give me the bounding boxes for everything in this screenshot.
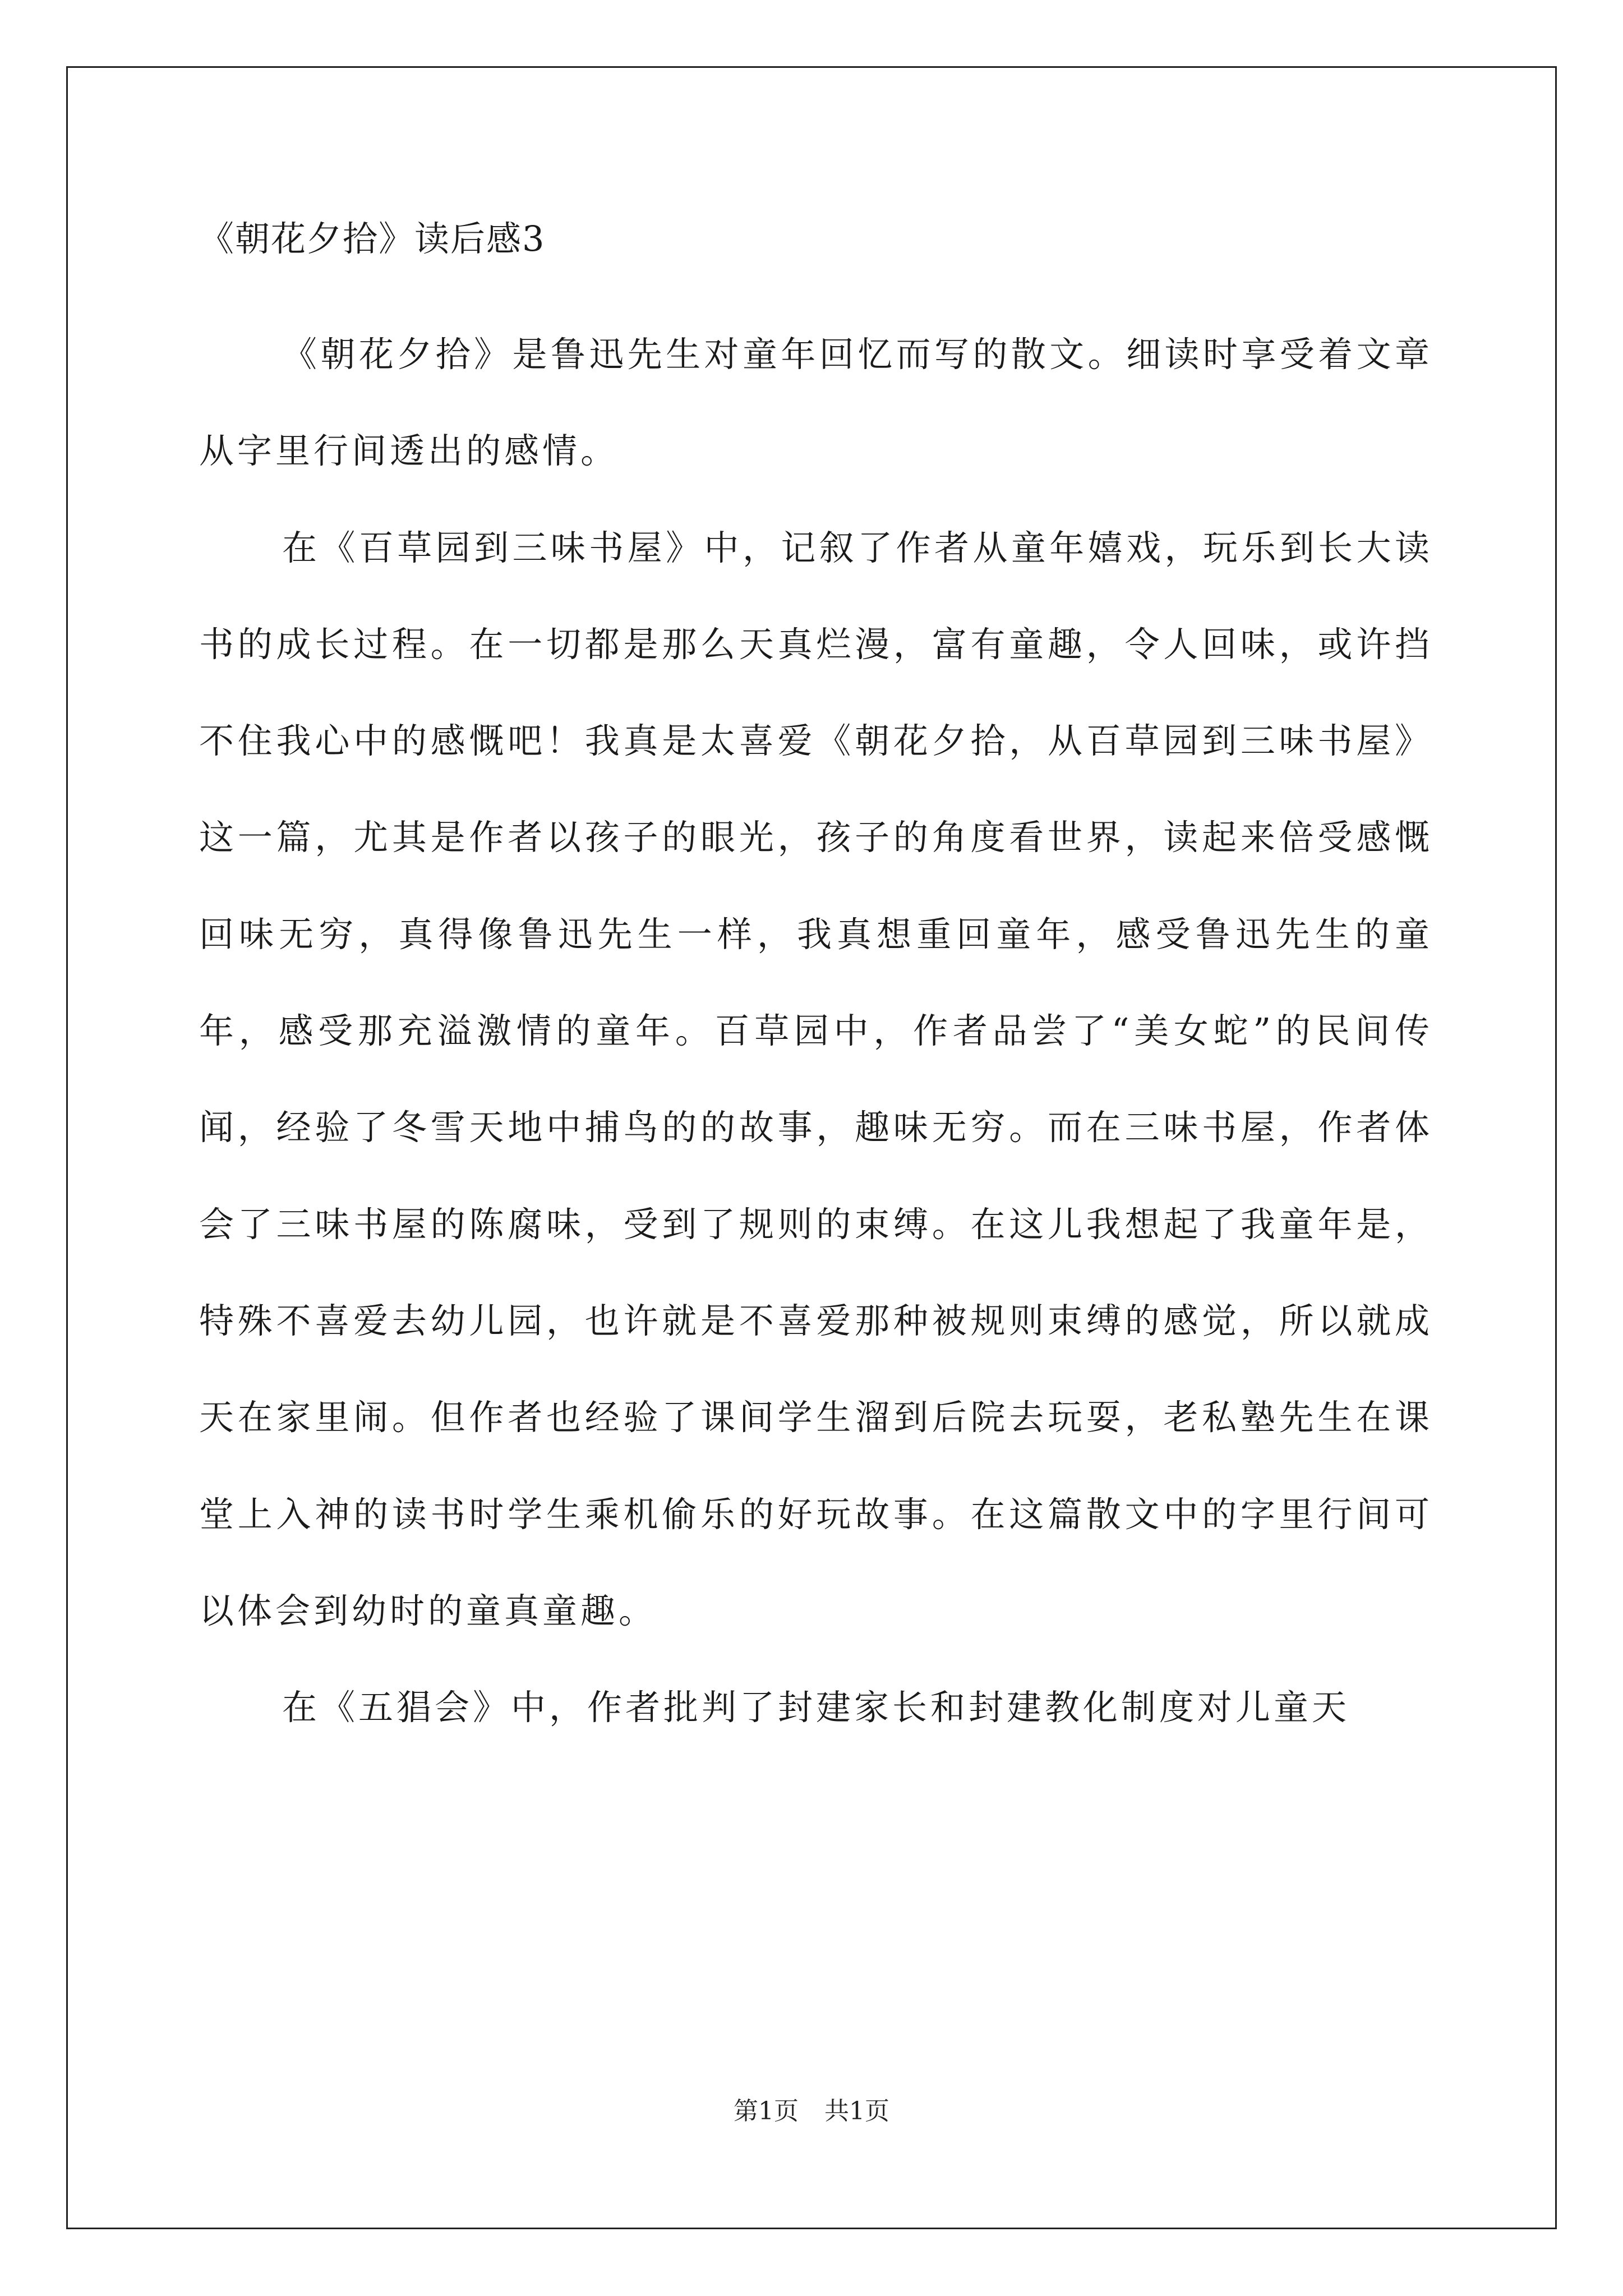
paragraph-baicaoyuan: 在《百草园到三味书屋》中，记叙了作者从童年嬉戏，玩乐到长大读书的成长过程。在一切都是那么天真烂漫，富有童趣，令人回味，或许挡不住我心中的感慨吧！我真是太喜爱《朝花夕拾，从百草园到三味书屋》这一篇，尤其是作者以孩子的眼光，孩子的角度看世界，读起来倍受感慨回味无穷，真得像鲁迅先生一样，我真想重回童年，感受鲁迅先生的童年，感受那充溢激情的童年。百草园中，作者品尝了“美女蛇”的民间传闻，经验了冬雪天地中捕鸟的的故事，趣味无穷。而在三味书屋，作者体会了三味书屋的陈腐味，受到了规则的束缚。在这儿我想起了我童年是，特殊不喜爱去幼儿园，也许就是不喜爱那种被规则束缚的感觉，所以就成天在家里闹。但作者也经验了课间学生溜到后院去玩耍，老私塾先生在课堂上入神的读书时学生乘机偷乐的好玩故事。在这篇散文中的字里行间可以体会到幼时的童真童趣。 bbox=[199, 527, 1433, 1631]
paragraph-intro: 《朝花夕拾》是鲁迅先生对童年回忆而写的散文。细读时享受着文章从字里行间透出的感情。 bbox=[199, 334, 1433, 472]
page-number: 第1页 bbox=[734, 2097, 799, 2125]
paragraph-wuchanghui: 在《五猖会》中，作者批判了封建家长和封建教化制度对儿童天 bbox=[282, 1687, 1350, 1728]
document-body bbox=[199, 219, 1433, 1756]
document-title: 《朝花夕拾》读后感3 bbox=[199, 218, 546, 259]
page-footer bbox=[0, 2097, 1623, 2126]
page-total: 共1页 bbox=[824, 2097, 889, 2125]
